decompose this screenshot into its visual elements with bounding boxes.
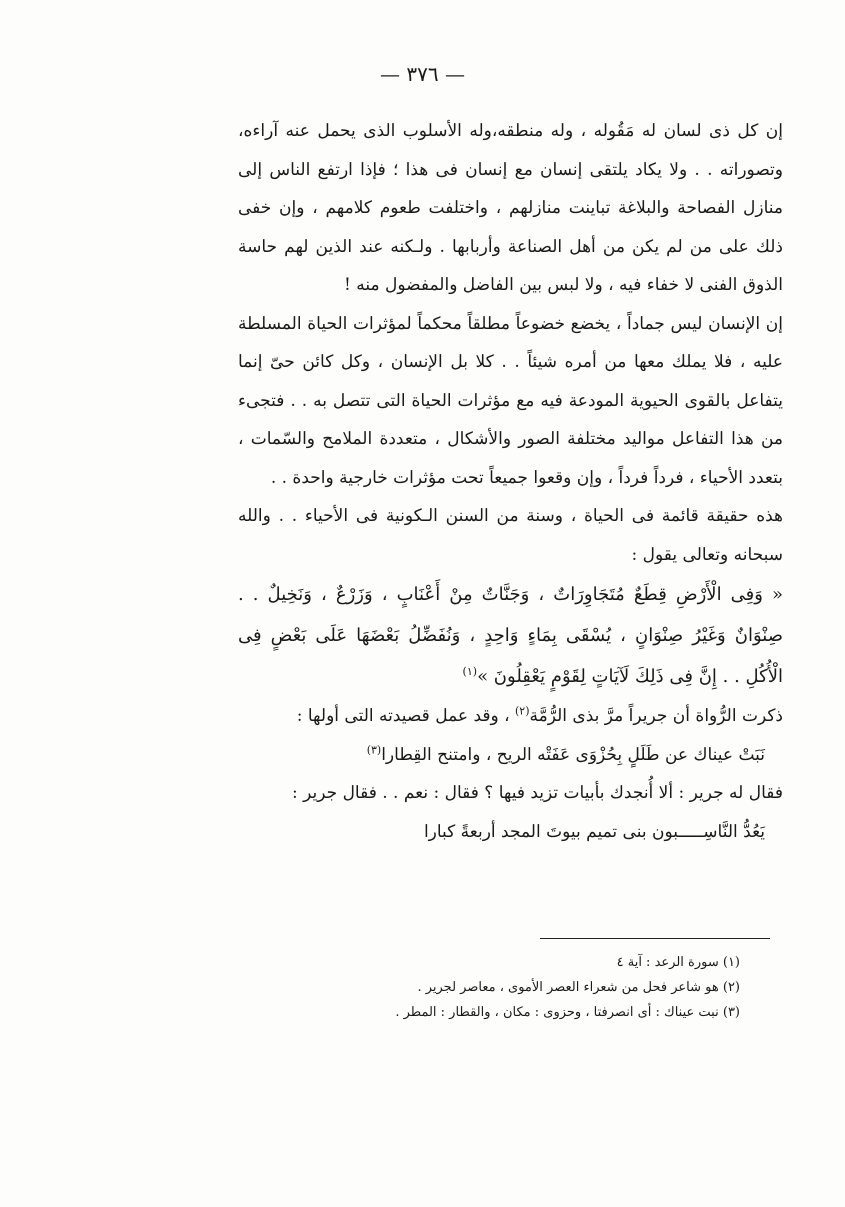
footnote-ref-1: (١) <box>462 665 478 678</box>
paragraph-4-end: ، وقد عمل قصيدته التى أولها : <box>296 706 510 726</box>
footnote-3: (٣) نبت عيناك : أى انصرفتا ، وحزوى : مكان ، والقطار : المطر . <box>395 1005 740 1020</box>
footnotes <box>300 950 740 1025</box>
main-text <box>238 112 783 851</box>
quran-verse-text: « وَفِى الْأَرْضِ قِطَعٌ مُتَجَاوِرَاتٌ ، وَجَنَّاتٌ مِنْ أَعْنَابٍ ، وَزَرْعٌ ، وَنَخِيلٌ . . صِنْوَانٌ وَغَيْرُ صِنْوَانٍ ، يُسْقَى بِمَاءٍ وَاحِدٍ ، وَنُفَضِّلُ بَعْضَهَا عَلَى بَعْضٍ فِى الْأُكُلِ . . إِنَّ فِى ذَلِكَ لَآيَاتٍ لِقَوْمٍ يَعْقِلُونَ » <box>238 584 783 687</box>
paragraph-1: إن كل ذى لسان له مَقُوله ، وله منطقه،وله الأسلوب الذى يحمل عنه آراءه، وتصوراته . . ولا يكاد يلتقى إنسان مع إنسان فى هذا ؛ فإذا ارتفع الناس إلى منازل الفصاحة والبلاغة تباينت منازلهم ، واختلفت طعوم كلامهم ، وإن خفى ذلك على من لم يكن من أهل الصناعة وأربابها . ولـكنه عند الذين لهم حاسة الذوق الفنى لا خفاء فيه ، ولا لبس بين الفاضل والمفضول منه ! <box>238 121 783 295</box>
footnote-ref-3: (٣) <box>366 742 382 756</box>
page-number: — ٣٧٦ — <box>380 62 465 86</box>
poem-verse-1-text: نَبَتْ عيناك عن طَلَلٍ بِحُزْوَى عَفَتْه الريح ، وامتنح القِطارا <box>381 744 765 765</box>
paragraph-2: إن الإنسان ليس جماداً ، يخضع خضوعاً مطلقاً محكماً لمؤثرات الحياة المسلطة عليه ، فلا يملك معها من أمره شيئاً . . كلا بل الإنسان ، وكل كائن حىّ إنما يتفاعل بالقوى الحيوية المودعة فيه مع مؤثرات الحياة التى تتصل به . . فتجىء من هذا التفاعل مواليد مختلفة الصور والأشكال ، متعددة الملامح والسّمات ، بتعدد الأحياء ، فرداً فرداً ، وإن وقعوا جميعاً تحت مؤثرات خارجية واحدة . . <box>238 313 783 488</box>
paragraph-4 <box>238 697 783 736</box>
poem-verse-2: يَعُدُّ النَّاسِـــــبون بنى تميم بيوتَ المجد أربعةً كبارا <box>423 821 765 842</box>
footnote-ref-2: (٢) <box>515 704 530 718</box>
quran-verse <box>238 574 783 697</box>
poem-verse-1 <box>238 736 783 775</box>
paragraph-4-start: ذكرت الرُّواة أن جريراً مرَّ بذى الرُّمَّة <box>529 706 783 726</box>
paragraph-5: فقال له جرير : ألا أُنجدك بأبيات تزيد فيها ؟ فقال : نعم . . فقال جرير : <box>292 783 783 803</box>
footnote-2: (٢) هو شاعر فحل من شعراء العصر الأموى ، معاصر لجرير . <box>417 980 740 995</box>
footnote-1: (١) سورة الرعد : آية ٤ <box>616 955 740 970</box>
footnote-divider <box>540 938 770 939</box>
paragraph-3: هذه حقيقة قائمة فى الحياة ، وسنة من السنن الـكونية فى الأحياء . . والله سبحانه وتعالى يقول : <box>238 506 783 565</box>
